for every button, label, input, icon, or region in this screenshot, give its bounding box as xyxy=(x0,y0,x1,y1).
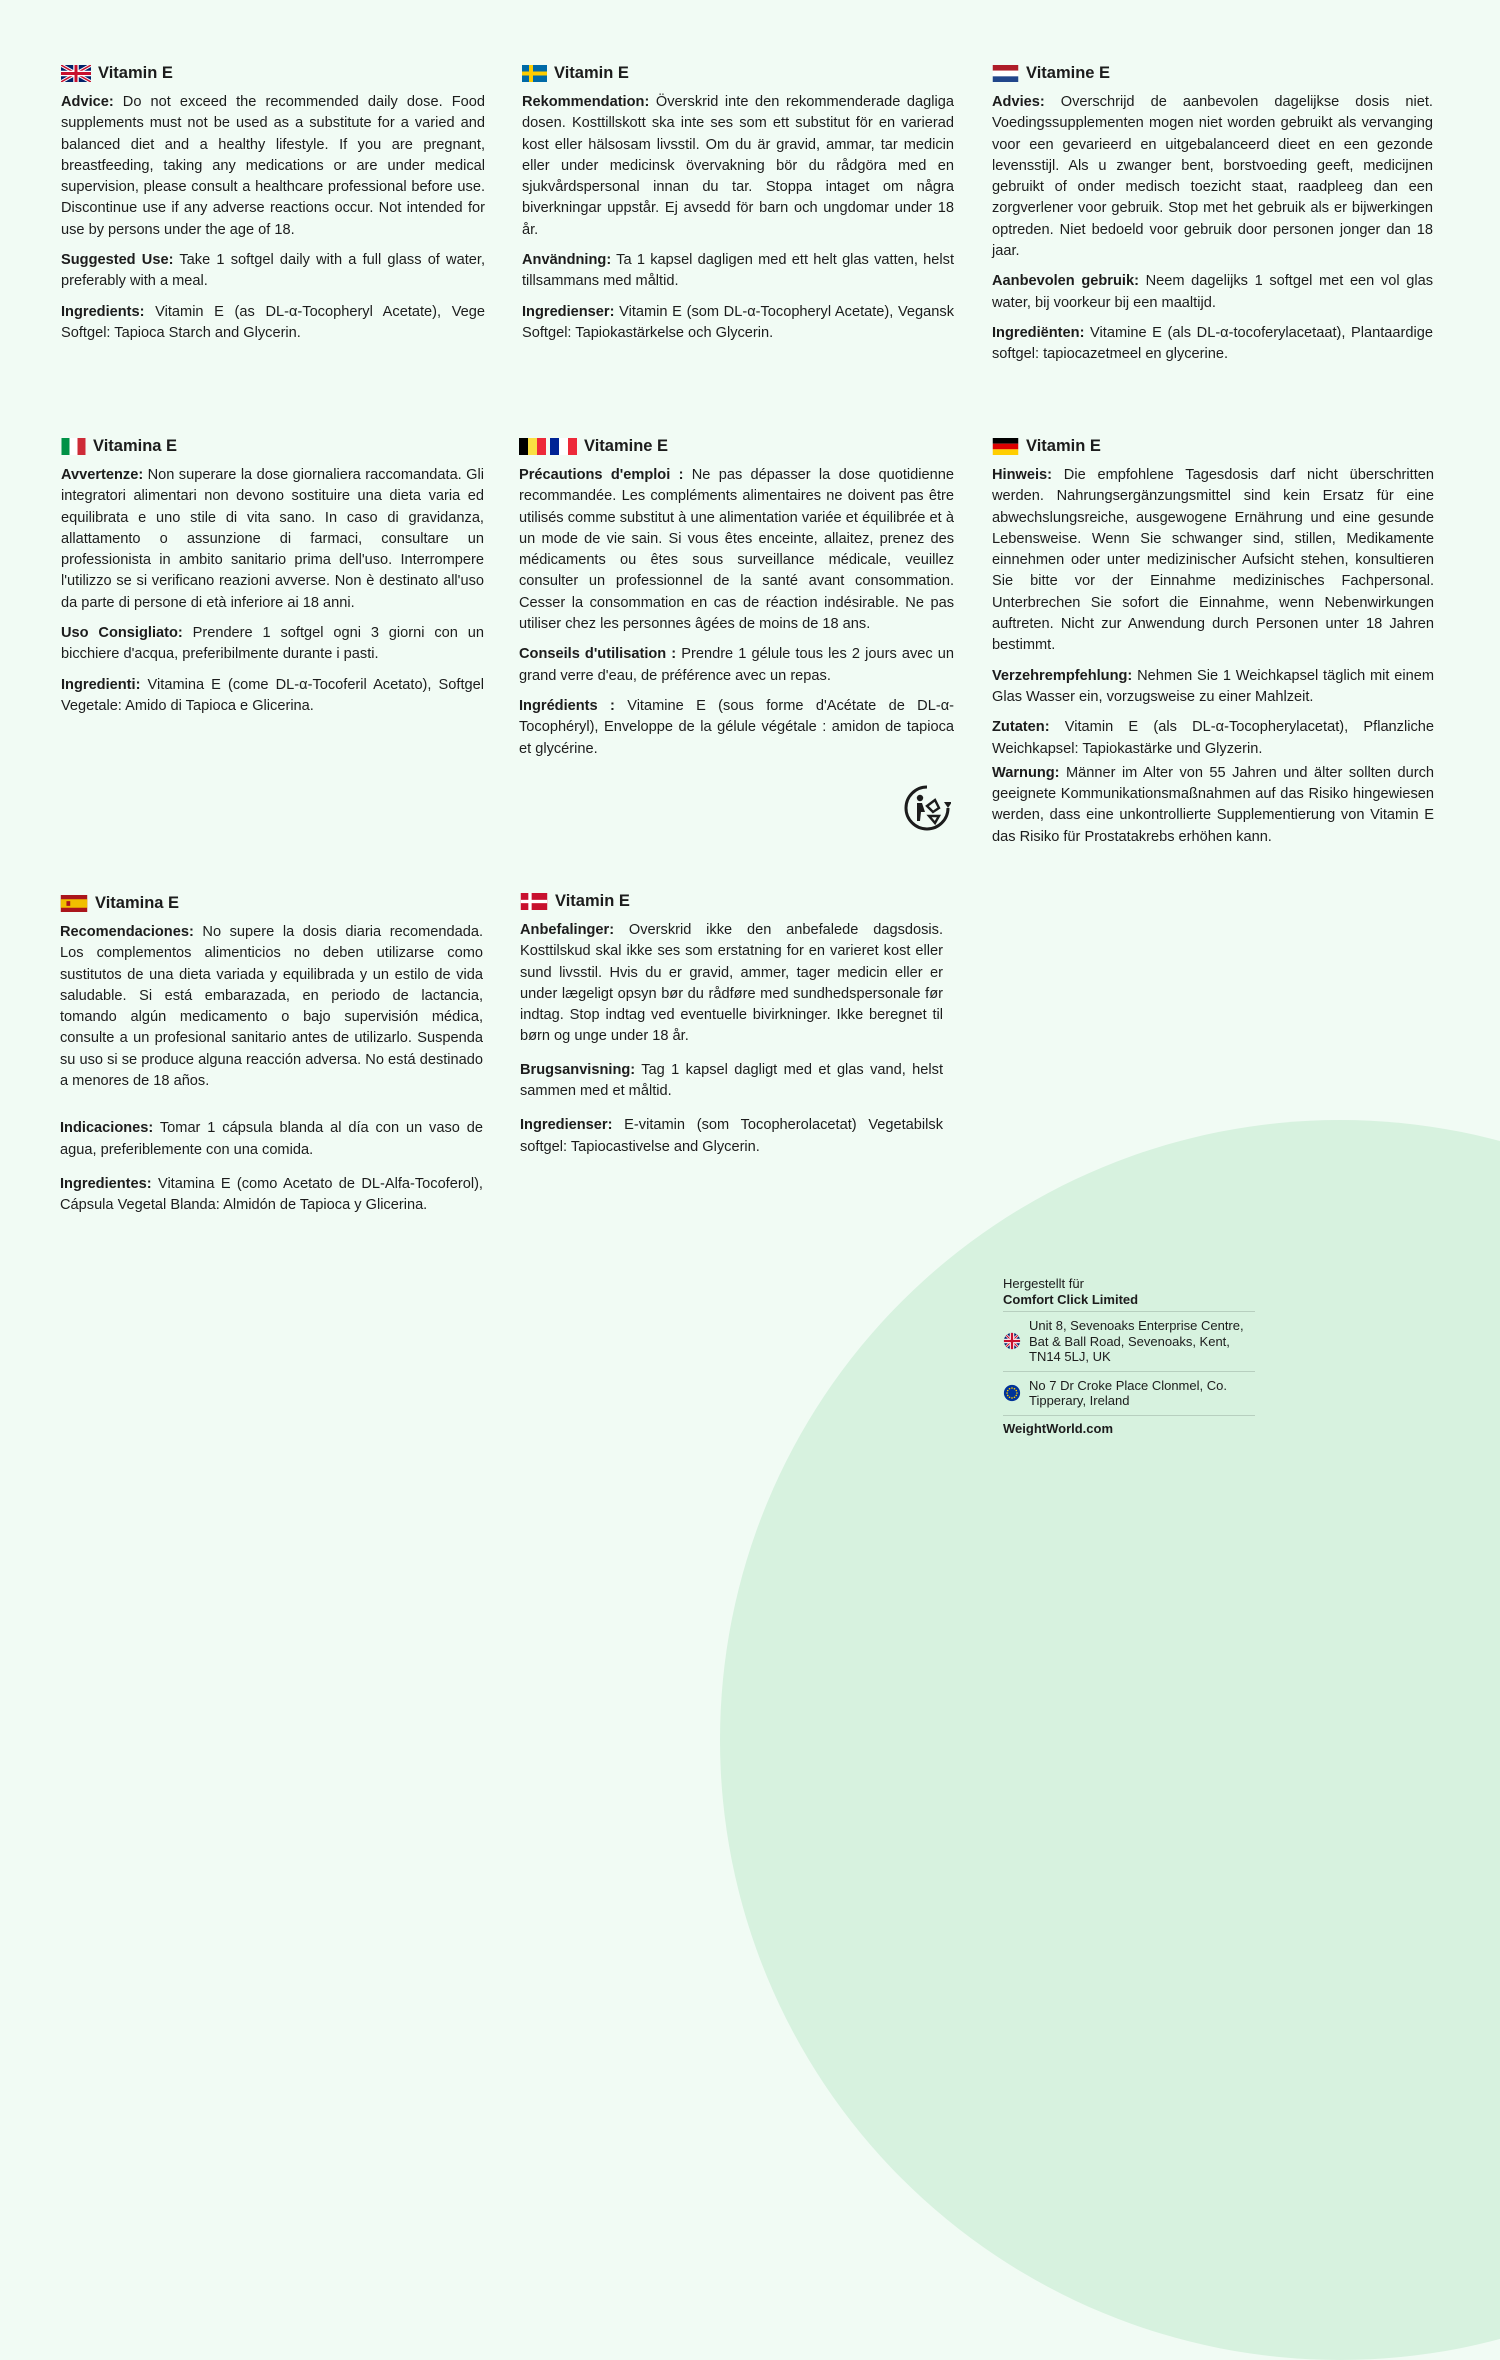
use-paragraph: Uso Consigliato: Prendere 1 softgel ogni 3 giorni con un bicchiere d'acqua, preferibilmente durante i pasti. xyxy=(61,625,484,663)
ingredients-paragraph: Ingredienser: Vitamin E (som DL-α-Tocopheryl Acetate), Vegansk Softgel: Tapiokastärkelse och Glycerin. xyxy=(522,303,954,341)
use-paragraph: Användning: Ta 1 kapsel dagligen med ett helt glas vatten, helst tillsammans med måltid. xyxy=(522,252,954,290)
advice-paragraph: Rekommendation: Överskrid inte den rekommenderade dagliga dosen. Kosttillskott ska inte ses som ett substitut för en varierad kost eller hälsosam livsstil. Om du är gravid, ammar, tar medicin eller under medicinsk övervakning bör du rådgöra med en sjukvårdspersonal innan du tar. Stoppa intaget om några biverkningar uppstår. Ej avsedd för barn och ungdomar under 18 år. xyxy=(522,94,954,238)
section-title: Vitamina E xyxy=(61,436,484,456)
eu-flag-icon xyxy=(1003,1384,1021,1402)
denmark-flag-icon xyxy=(520,893,548,910)
germany-flag-icon xyxy=(992,438,1019,455)
triman-recycling-icon xyxy=(903,784,951,832)
uk-address: Unit 8, Sevenoaks Enterprise Centre, Bat & Ball Road, Sevenoaks, Kent, TN14 5LJ, UK xyxy=(1029,1318,1244,1364)
use-paragraph: Conseils d'utilisation : Prendre 1 gélule tous les 2 jours avec un grand verre d'eau, de préférence avec un repas. xyxy=(519,646,954,684)
section-title: Vitamin E xyxy=(522,63,954,83)
eu-address-row xyxy=(1003,1371,1255,1415)
ingredients-paragraph: Ingrédients : Vitamine E (sous forme d'Acétate de DL-α-Tocophéryl), Enveloppe de la gélule végétale : amidon de tapioca et glycérine. xyxy=(519,697,954,757)
ingredients-paragraph: Ingredienti: Vitamina E (come DL-α-Tocoferil Acetato), Softgel Vegetale: Amido di Tapioca e Glicerina. xyxy=(61,676,484,714)
section-title: Vitamine E xyxy=(519,436,954,456)
eu-address: No 7 Dr Croke Place Clonmel, Co. Tipperary, Ireland xyxy=(1029,1377,1227,1408)
made-for-label: Hergestellt für xyxy=(1003,1276,1084,1291)
section-title: Vitamin E xyxy=(520,891,943,911)
section-title: Vitamin E xyxy=(61,63,485,83)
spain-flag-icon xyxy=(60,895,88,912)
ingredients-paragraph: Ingredienser: E-vitamin (som Tocopherolacetat) Vegetabilsk softgel: Tapiocastivelse and Glycerin. xyxy=(520,1117,943,1155)
use-paragraph: Indicaciones: Tomar 1 cápsula blanda al día con un vaso de agua, preferiblemente con una comida. xyxy=(60,1120,483,1158)
use-paragraph: Suggested Use: Take 1 softgel daily with a full glass of water, preferably with a meal. xyxy=(61,252,485,290)
uk-address-row xyxy=(1003,1311,1255,1371)
ingredients-paragraph: Ingredientes: Vitamina E (como Acetato de DL-Alfa-Tocoferol), Cápsula Vegetal Blanda: Almidón de Tapioca y Glicerina. xyxy=(60,1175,483,1214)
uk-flag-icon xyxy=(61,65,91,82)
uk-flag-icon xyxy=(1003,1332,1021,1350)
ingredients-paragraph: Ingrediënten: Vitamine E (als DL-α-tocoferylacetaat), Plantaardige softgel: tapiocazetmeel en glycerine. xyxy=(992,324,1433,363)
use-paragraph: Aanbevolen gebruik: Neem dagelijks 1 softgel met een vol glas water, bij voorkeur bij een maaltijd. xyxy=(992,273,1434,311)
manufacturer-block xyxy=(1003,1276,1255,1311)
sweden-flag-icon xyxy=(522,65,547,82)
use-paragraph: Verzehrempfehlung: Nehmen Sie 1 Weichkapsel täglich mit einem Glas Wasser ein, vorzugsweise zu einer Mahlzeit. xyxy=(992,667,1434,705)
section-dutch xyxy=(992,63,1433,375)
advice-paragraph: Advice: Do not exceed the recommended daily dose. Food supplements must not be used as a substitute for a varied and balanced diet and a healthy lifestyle. If you are pregnant, breastfeeding, taking any medications or are under medical supervision, please consult a healthcare professional before use. Discontinue use if any adverse reactions occur. Not intended for use by persons under the age of 18. xyxy=(61,94,485,238)
section-title: Vitamin E xyxy=(992,436,1434,456)
advice-paragraph: Hinweis: Die empfohlene Tagesdosis darf nicht überschritten werden. Nahrungsergänzungsmittel sind kein Ersatz für eine abwechslungsreiche, ausgewogene Ernährung und eine gesunde Lebensweise. Wenn Sie schwanger sind, stillen, Medikamente einnehmen oder unter medizinischer Aufsicht stehen, konsultieren Sie bitte vor der Einnahme medizinisches Fachpersonal. Unterbrechen Sie sofort die Einnahme, wenn Nebenwirkungen auftreten. Nicht zur Anwendung durch Personen unter 18 Jahren bestimmt. xyxy=(992,467,1434,654)
advice-paragraph: Recomendaciones: No supere la dosis diaria recomendada. Los complementos alimenticios no deben utilizarse como sustitutos de una dieta variada y equilibrada y un estilo de vida saludable. Si está embarazada, en periodo de lactancia, tomando algún medicamento o bajo supervisión médica, consulte a un profesional sanitario antes de utilizarlo. Suspenda su uso si se produce alguna reacción adversa. No está destinado a menores de 18 años. xyxy=(60,924,483,1090)
section-spanish xyxy=(60,893,483,1226)
manufacturer-info xyxy=(1003,1276,1255,1436)
advice-paragraph: Anbefalinger: Overskrid ikke den anbefalede dagsdosis. Kosttilskud skal ikke ses som erstatning for en varieret kost eller sund livsstil. Hvis du er gravid, ammer, tager medicin eller er under lægeligt opsyn bør du rådføre med sundhedspersonale før indtag. Stop indtag ved eventuelle bivirkninger. Ikke beregnet til børn og unge under 18 år. xyxy=(520,922,943,1045)
website-link[interactable]: WeightWorld.com xyxy=(1003,1415,1255,1437)
company-name: Comfort Click Limited xyxy=(1003,1291,1139,1307)
warning-paragraph: Warnung: Männer im Alter von 55 Jahren und älter sollten durch geeignete Kommunikationsmaßnahmen auf das Risiko hingewiesen werden, dass eine unkontrollierte Supplementierung von Vitamin E das Risiko für Prostatakrebs erhöhen kann. xyxy=(992,764,1434,845)
section-italian xyxy=(61,436,484,726)
ingredients-paragraph: Ingredients: Vitamin E (as DL-α-Tocopheryl Acetate), Vege Softgel: Tapioca Starch and Glycerin. xyxy=(61,303,485,341)
section-danish xyxy=(520,891,943,1167)
section-title: Vitamine E xyxy=(992,63,1433,83)
belgium-france-flag-icon xyxy=(519,438,577,455)
advice-paragraph: Précautions d'emploi : Ne pas dépasser la dose quotidienne recommandée. Les compléments alimentaires ne doivent pas être utilisés comme substitut à une alimentation variée et équilibrée et à un mode de vie sain. Si vous êtes enceinte, allaitez, prenez des médicaments ou êtes sous surveillance médicale, veuillez consulter un professionnel de la santé avant consommation. Cesser la consommation en cas de réaction indésirable. Ne pas utiliser chez les personnes âgées de moins de 18 ans. xyxy=(519,467,954,633)
advice-paragraph: Avvertenze: Non superare la dose giornaliera raccomandata. Gli integratori alimentari non devono sostituire una dieta varia ed equilibrata e uno stile di vita sano. In caso di gravidanza, allattamento o assunzione di farmaci, consultare un professionista in ambito sanitario prima dell'uso. Interrompere l'utilizzo se si verificano reazioni avverse. Non è destinato all'uso da parte di persone di età inferiore ai 18 anni. xyxy=(61,467,484,611)
section-german xyxy=(992,436,1434,857)
ingredients-paragraph: Zutaten: Vitamin E (als DL-α-Tocopherylacetat), Pflanzliche Weichkapsel: Tapiokastärke und Glyzerin. xyxy=(992,719,1434,757)
section-french xyxy=(519,436,954,769)
section-english xyxy=(61,63,485,353)
netherlands-flag-icon xyxy=(992,65,1019,82)
advice-paragraph: Advies: Overschrijd de aanbevolen dagelijkse dosis niet. Voedingssupplementen mogen niet worden gebruikt als vervanging voor een gevarieerd en uitgebalanceerd dieet en een gezonde levensstijl. Als u zwanger bent, borstvoeding geeft, medicijnen gebruikt of onder medisch toezicht staat, raadpleeg dan een zorgverlener voor gebruik. Stop met het gebruik als er bijwerkingen optreden. Niet bedoeld voor gebruik door personen jonger dan 18 jaar. xyxy=(992,94,1433,260)
italy-flag-icon xyxy=(61,438,86,455)
section-title: Vitamina E xyxy=(60,893,483,913)
use-paragraph: Brugsanvisning: Tag 1 kapsel dagligt med et glas vand, helst sammen med et måltid. xyxy=(520,1061,943,1100)
section-swedish xyxy=(522,63,954,353)
